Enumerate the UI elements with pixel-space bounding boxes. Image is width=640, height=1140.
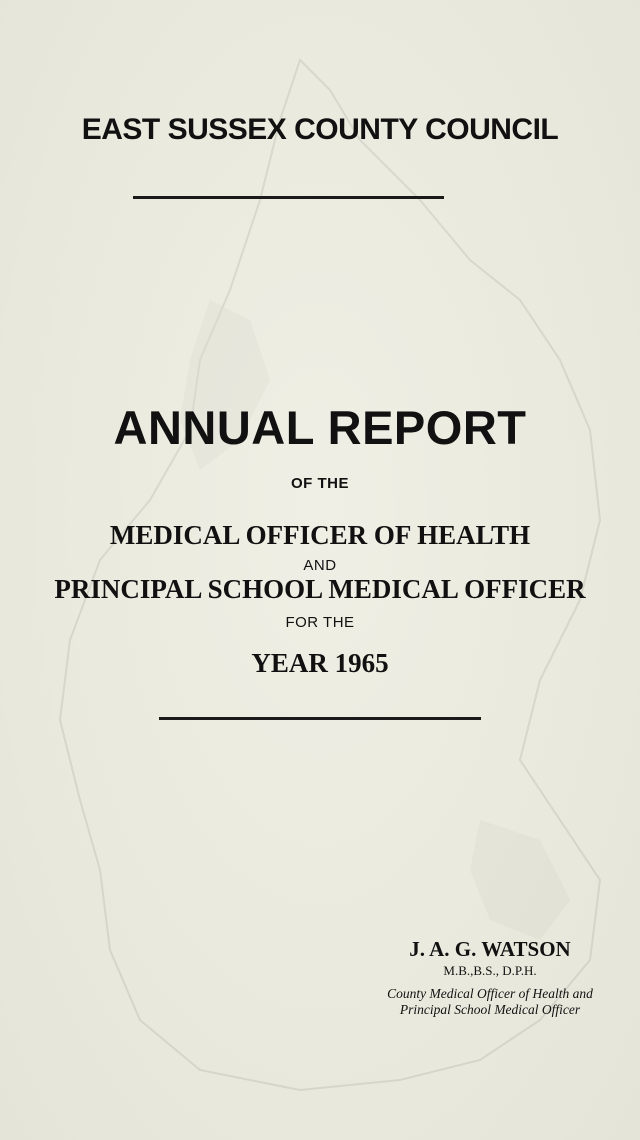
of-the-label: OF THE — [291, 475, 349, 492]
report-year: YEAR 1965 — [251, 648, 389, 678]
author-role-line-1: County Medical Officer of Health and — [387, 986, 593, 1001]
and-label: AND — [303, 557, 337, 574]
author-qualifications: M.B.,B.S., D.P.H. — [443, 963, 537, 978]
report-title: ANNUAL REPORT — [113, 401, 527, 454]
author-role-line-2: Principal School Medical Officer — [399, 1002, 581, 1017]
bottom-divider — [159, 717, 481, 720]
author-name: J. A. G. WATSON — [409, 937, 571, 961]
medical-officer-title: MEDICAL OFFICER OF HEALTH — [109, 520, 531, 550]
school-officer-title: PRINCIPAL SCHOOL MEDICAL OFFICER — [54, 574, 586, 604]
top-divider — [133, 196, 444, 199]
council-name: EAST SUSSEX COUNTY COUNCIL — [81, 113, 559, 146]
for-the-label: FOR THE — [285, 614, 355, 631]
author-signoff — [380, 938, 600, 1018]
